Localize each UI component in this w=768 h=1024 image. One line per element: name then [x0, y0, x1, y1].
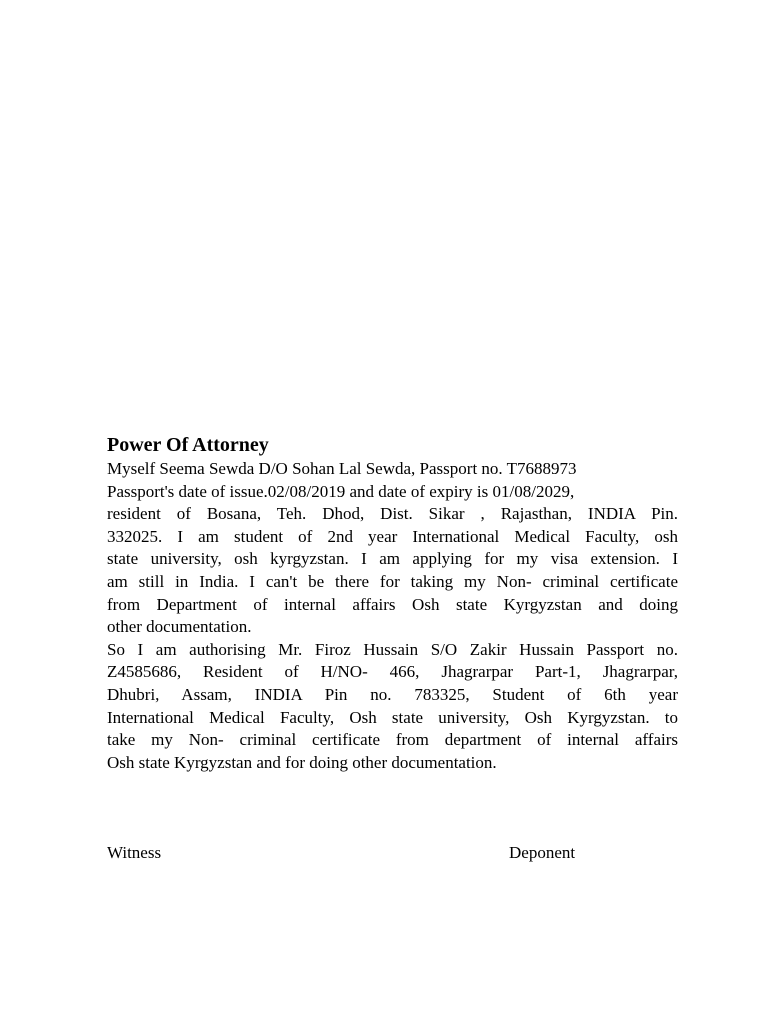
- text-line: am still in India. I can't be there for taking my Non- criminal certificate: [107, 571, 678, 591]
- text-line: 332025. I am student of 2nd year International Medical Faculty, osh: [107, 526, 678, 546]
- document-title: Power Of Attorney: [107, 434, 269, 456]
- text-line: other documentation.: [107, 617, 252, 637]
- paragraph-self-details: [107, 458, 678, 639]
- text-line: So I am authorising Mr. Firoz Hussain S/O Zakir Hussain Passport no.: [107, 639, 678, 659]
- text-line: Myself Seema Sewda D/O Sohan Lal Sewda, Passport no. T7688973: [107, 459, 577, 478]
- text-line: state university, osh kyrgyzstan. I am applying for my visa extension. I: [107, 549, 678, 569]
- text-line: from Department of internal affairs Osh state Kyrgyzstan and doing: [107, 594, 678, 614]
- text-line: resident of Bosana, Teh. Dhod, Dist. Sikar , Rajasthan, INDIA Pin.: [107, 504, 678, 524]
- text-line: Passport's date of issue.02/08/2019 and date of expiry is 01/08/2029,: [107, 481, 575, 501]
- witness-label: Witness: [107, 843, 162, 862]
- signature-row: [107, 842, 587, 866]
- text-line: International Medical Faculty, Osh state university, Osh Kyrgyzstan. to: [107, 707, 678, 727]
- deponent-label: Deponent: [509, 843, 576, 862]
- text-line: Osh state Kyrgyzstan and for doing other documentation.: [107, 752, 497, 772]
- paragraph-authorisation: [107, 639, 678, 775]
- text-line: Z4585686, Resident of H/NO- 466, Jhagrarpar Part-1, Jhagrarpar,: [107, 662, 678, 682]
- text-line: take my Non- criminal certificate from department of internal affairs: [107, 730, 678, 750]
- document-content: [107, 432, 678, 774]
- text-line: Dhubri, Assam, INDIA Pin no. 783325, Student of 6th year: [107, 684, 678, 704]
